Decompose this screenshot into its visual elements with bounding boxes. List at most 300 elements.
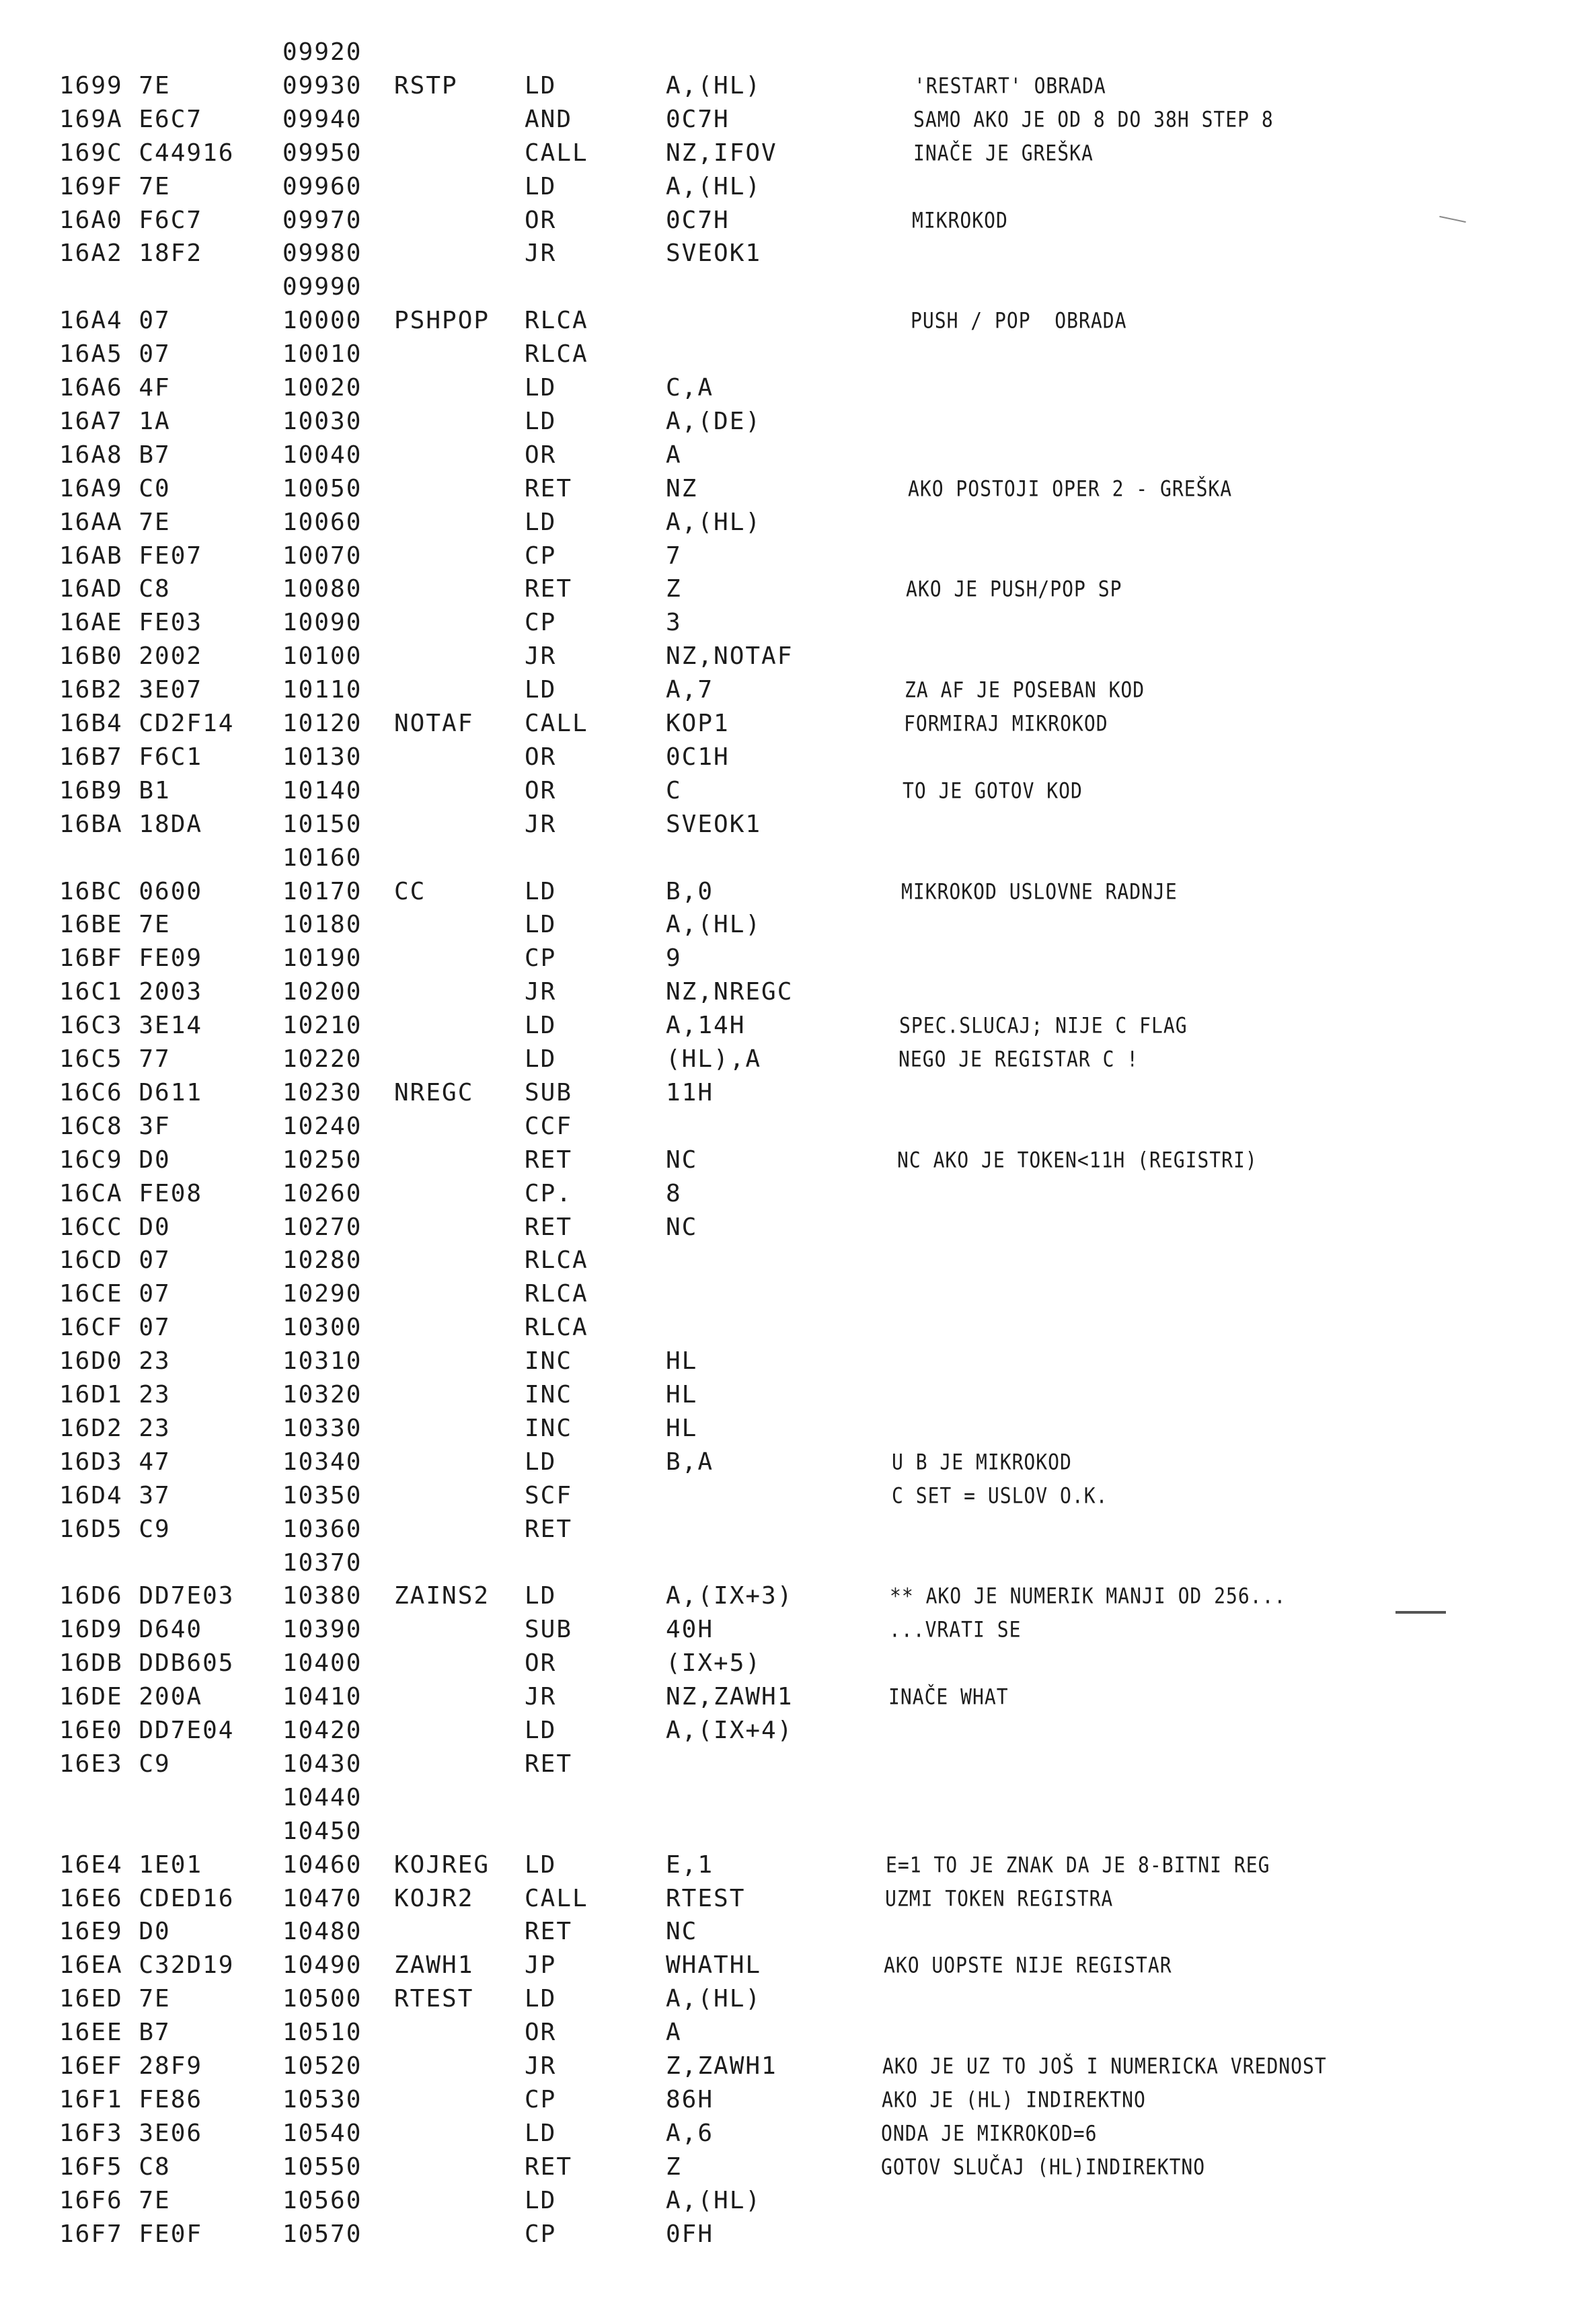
operand: A,14H bbox=[666, 1012, 746, 1039]
listing-line bbox=[0, 706, 1569, 741]
operand: KOP1 bbox=[666, 710, 730, 737]
line-number: 10350 bbox=[282, 1482, 362, 1509]
listing-line bbox=[0, 1612, 1569, 1647]
line-number: 10400 bbox=[282, 1649, 362, 1677]
address-code: 16D1 23 bbox=[59, 1381, 171, 1409]
operand: A,(HL) bbox=[666, 911, 762, 938]
address-code: 16CE 07 bbox=[59, 1280, 171, 1308]
listing-line bbox=[0, 1680, 1569, 1715]
listing-line bbox=[0, 907, 1569, 942]
listing-line bbox=[0, 2049, 1569, 2084]
mnemonic: CP bbox=[525, 2086, 557, 2113]
line-number: 10310 bbox=[282, 1347, 362, 1375]
listing-line bbox=[0, 438, 1569, 473]
address-code: 16CD 07 bbox=[59, 1246, 171, 1274]
listing-line bbox=[0, 1848, 1569, 1883]
line-number: 10530 bbox=[282, 2086, 362, 2113]
operand: B,A bbox=[666, 1448, 714, 1476]
operand: 0C7H bbox=[666, 106, 730, 133]
line-number: 10470 bbox=[282, 1885, 362, 1912]
line-number: 10430 bbox=[282, 1750, 362, 1778]
address-code: 16B2 3E07 bbox=[59, 676, 203, 704]
mnemonic: CALL bbox=[525, 710, 588, 737]
line-number: 10280 bbox=[282, 1246, 362, 1274]
address-code: 16A8 B7 bbox=[59, 441, 171, 469]
operand: RTEST bbox=[666, 1885, 746, 1912]
listing-line bbox=[0, 1579, 1569, 1614]
line-number: 10050 bbox=[282, 475, 362, 502]
line-number: 10370 bbox=[282, 1549, 362, 1577]
operand: HL bbox=[666, 1347, 698, 1375]
comment: ** AKO JE NUMERIK MANJI OD 256... bbox=[890, 1583, 1287, 1609]
line-number: 10490 bbox=[282, 1951, 362, 1979]
mnemonic: CCF bbox=[525, 1113, 573, 1140]
comment: 'RESTART' OBRADA bbox=[914, 73, 1106, 99]
mnemonic: LD bbox=[525, 374, 557, 402]
mnemonic: LD bbox=[525, 1985, 557, 2013]
line-number: 10450 bbox=[282, 1817, 362, 1845]
listing-line bbox=[0, 1914, 1569, 1949]
listing-line bbox=[0, 35, 1569, 70]
address-code: 16A0 F6C7 bbox=[59, 207, 203, 234]
listing-line bbox=[0, 1076, 1569, 1111]
line-number: 10550 bbox=[282, 2153, 362, 2181]
line-number: 09970 bbox=[282, 207, 362, 234]
line-number: 10360 bbox=[282, 1515, 362, 1543]
mnemonic: INC bbox=[525, 1347, 573, 1375]
line-number: 10090 bbox=[282, 609, 362, 636]
operand: C bbox=[666, 777, 682, 804]
listing-line bbox=[0, 371, 1569, 406]
operand: HL bbox=[666, 1415, 698, 1442]
line-number: 10170 bbox=[282, 878, 362, 905]
listing-line bbox=[0, 1042, 1569, 1077]
listing-line bbox=[0, 2150, 1569, 2185]
address-code: 16BF FE09 bbox=[59, 944, 203, 972]
listing-line bbox=[0, 2217, 1569, 2252]
label: KOJR2 bbox=[394, 1885, 474, 1912]
mnemonic: RLCA bbox=[525, 307, 588, 334]
operand: 7 bbox=[666, 542, 682, 570]
address-code: 16A6 4F bbox=[59, 374, 171, 402]
listing-line bbox=[0, 1646, 1569, 1681]
mnemonic: RET bbox=[525, 475, 573, 502]
listing-line bbox=[0, 69, 1569, 104]
line-number: 10500 bbox=[282, 1985, 362, 2013]
address-code: 16C3 3E14 bbox=[59, 1012, 203, 1039]
operand: 11H bbox=[666, 1079, 714, 1107]
line-number: 10560 bbox=[282, 2187, 362, 2214]
mnemonic: LD bbox=[525, 1448, 557, 1476]
listing-line bbox=[0, 2183, 1569, 2218]
mnemonic: RET bbox=[525, 1146, 573, 1174]
operand: NC bbox=[666, 1146, 698, 1174]
operand: A,6 bbox=[666, 2120, 714, 2147]
listing-line bbox=[0, 774, 1569, 809]
listing-line bbox=[0, 1243, 1569, 1278]
listing-line bbox=[0, 2015, 1569, 2050]
line-number: 09960 bbox=[282, 173, 362, 200]
label: CC bbox=[394, 878, 426, 905]
line-number: 10460 bbox=[282, 1851, 362, 1879]
line-number: 10220 bbox=[282, 1045, 362, 1073]
operand: A,(IX+4) bbox=[666, 1717, 794, 1744]
listing-line bbox=[0, 1008, 1569, 1043]
listing-line bbox=[0, 1781, 1569, 1815]
mnemonic: JR bbox=[525, 978, 557, 1006]
mnemonic: CP bbox=[525, 2220, 557, 2248]
operand: Z bbox=[666, 575, 682, 603]
comment: SAMO AKO JE OD 8 DO 38H STEP 8 bbox=[913, 106, 1274, 133]
line-number: 10320 bbox=[282, 1381, 362, 1409]
comment: NC AKO JE TOKEN<11H (REGISTRI) bbox=[897, 1147, 1258, 1173]
comment: ...VRATI SE bbox=[889, 1616, 1022, 1643]
mnemonic: SUB bbox=[525, 1616, 573, 1643]
address-code: 16D5 C9 bbox=[59, 1515, 171, 1543]
listing-line bbox=[0, 1814, 1569, 1849]
address-code: 16A7 1A bbox=[59, 408, 171, 435]
mnemonic: RET bbox=[525, 1750, 573, 1778]
margin-mark bbox=[1395, 1611, 1446, 1614]
listing-line bbox=[0, 136, 1569, 171]
operand: A bbox=[666, 2019, 682, 2046]
address-code: 16B9 B1 bbox=[59, 777, 171, 804]
line-number: 10100 bbox=[282, 642, 362, 670]
address-code: 16C6 D611 bbox=[59, 1079, 203, 1107]
comment: U B JE MIKROKOD bbox=[892, 1449, 1072, 1475]
line-number: 10250 bbox=[282, 1146, 362, 1174]
line-number: 10210 bbox=[282, 1012, 362, 1039]
listing-line bbox=[0, 1478, 1569, 1513]
listing-line bbox=[0, 1210, 1569, 1245]
address-code: 16F5 C8 bbox=[59, 2153, 171, 2181]
mnemonic: OR bbox=[525, 743, 557, 771]
line-number: 10260 bbox=[282, 1180, 362, 1207]
listing-line bbox=[0, 1948, 1569, 1983]
mnemonic: JR bbox=[525, 1683, 557, 1711]
address-code: 16D0 23 bbox=[59, 1347, 171, 1375]
label: KOJREG bbox=[394, 1851, 490, 1879]
mnemonic: RET bbox=[525, 1918, 573, 1945]
operand: SVEOK1 bbox=[666, 239, 762, 267]
address-code: 16ED 7E bbox=[59, 1985, 171, 2013]
listing-line bbox=[0, 1411, 1569, 1446]
line-number: 09950 bbox=[282, 139, 362, 167]
address-code: 16D9 D640 bbox=[59, 1616, 203, 1643]
label: RSTP bbox=[394, 72, 458, 100]
listing-line bbox=[0, 2083, 1569, 2117]
line-number: 09940 bbox=[282, 106, 362, 133]
mnemonic: JP bbox=[525, 1951, 557, 1979]
operand: C,A bbox=[666, 374, 714, 402]
comment: FORMIRAJ MIKROKOD bbox=[904, 710, 1108, 737]
address-code: 16C8 3F bbox=[59, 1113, 171, 1140]
listing-line bbox=[0, 1109, 1569, 1144]
address-code: 16B4 CD2F14 bbox=[59, 710, 235, 737]
mnemonic: CP. bbox=[525, 1180, 573, 1207]
address-code: 16C5 77 bbox=[59, 1045, 171, 1073]
mnemonic: CP bbox=[525, 944, 557, 972]
operand: NZ,NREGC bbox=[666, 978, 794, 1006]
line-number: 10340 bbox=[282, 1448, 362, 1476]
mnemonic: OR bbox=[525, 1649, 557, 1677]
address-code: 16D3 47 bbox=[59, 1448, 171, 1476]
operand: E,1 bbox=[666, 1851, 714, 1879]
mnemonic: CALL bbox=[525, 1885, 588, 1912]
mnemonic: LD bbox=[525, 509, 557, 536]
listing-line bbox=[0, 270, 1569, 305]
line-number: 10480 bbox=[282, 1918, 362, 1945]
mnemonic: LD bbox=[525, 878, 557, 905]
operand: 9 bbox=[666, 944, 682, 972]
listing-line bbox=[0, 404, 1569, 439]
address-code: 16AE FE03 bbox=[59, 609, 203, 636]
mnemonic: CP bbox=[525, 609, 557, 636]
line-number: 09930 bbox=[282, 72, 362, 100]
line-number: 10240 bbox=[282, 1113, 362, 1140]
line-number: 10540 bbox=[282, 2120, 362, 2147]
label: ZAINS2 bbox=[394, 1582, 490, 1610]
mnemonic: CALL bbox=[525, 139, 588, 167]
address-code: 16DB DDB605 bbox=[59, 1649, 235, 1677]
operand: A bbox=[666, 441, 682, 469]
listing-line bbox=[0, 975, 1569, 1010]
address-code: 16C9 D0 bbox=[59, 1146, 171, 1174]
comment: MIKROKOD USLOVNE RADNJE bbox=[901, 878, 1178, 905]
address-code: 169A E6C7 bbox=[59, 106, 203, 133]
mnemonic: RLCA bbox=[525, 1246, 588, 1274]
comment: INAČE WHAT bbox=[888, 1684, 1009, 1710]
line-number: 10160 bbox=[282, 844, 362, 872]
listing-line bbox=[0, 673, 1569, 708]
mnemonic: LD bbox=[525, 1045, 557, 1073]
address-code: 16E3 C9 bbox=[59, 1750, 171, 1778]
listing-line bbox=[0, 572, 1569, 607]
listing-line bbox=[0, 102, 1569, 137]
operand: A,(DE) bbox=[666, 408, 762, 435]
operand: HL bbox=[666, 1381, 698, 1409]
operand: (IX+5) bbox=[666, 1649, 762, 1677]
listing-line bbox=[0, 303, 1569, 338]
mnemonic: OR bbox=[525, 441, 557, 469]
operand: NC bbox=[666, 1918, 698, 1945]
comment: AKO POSTOJI OPER 2 - GREŠKA bbox=[908, 476, 1233, 502]
address-code: 16E6 CDED16 bbox=[59, 1885, 235, 1912]
comment: SPEC.SLUCAJ; NIJE C FLAG bbox=[899, 1012, 1188, 1039]
comment: C SET = USLOV O.K. bbox=[892, 1483, 1108, 1509]
line-number: 10190 bbox=[282, 944, 362, 972]
address-code: 169F 7E bbox=[59, 173, 171, 200]
line-number: 10290 bbox=[282, 1280, 362, 1308]
operand: A,(HL) bbox=[666, 2187, 762, 2214]
line-number: 10440 bbox=[282, 1784, 362, 1811]
address-code: 16B7 F6C1 bbox=[59, 743, 203, 771]
comment: ZA AF JE POSEBAN KOD bbox=[905, 677, 1145, 703]
operand: A,(HL) bbox=[666, 509, 762, 536]
mnemonic: JR bbox=[525, 642, 557, 670]
address-code: 16E0 DD7E04 bbox=[59, 1717, 235, 1744]
listing-line bbox=[0, 2116, 1569, 2151]
operand: A,(IX+3) bbox=[666, 1582, 794, 1610]
address-code: 169C C44916 bbox=[59, 139, 235, 167]
listing-line bbox=[0, 807, 1569, 842]
mnemonic: LD bbox=[525, 2187, 557, 2214]
comment: MIKROKOD bbox=[912, 207, 1008, 233]
label: NOTAF bbox=[394, 710, 474, 737]
comment: GOTOV SLUČAJ (HL)INDIREKTNO bbox=[881, 2154, 1206, 2180]
address-code: 16F3 3E06 bbox=[59, 2120, 203, 2147]
line-number: 10330 bbox=[282, 1415, 362, 1442]
label: NREGC bbox=[394, 1079, 474, 1107]
listing-line bbox=[0, 337, 1569, 372]
listing-line bbox=[0, 941, 1569, 976]
listing-line bbox=[0, 203, 1569, 238]
comment: NEGO JE REGISTAR C ! bbox=[898, 1046, 1139, 1072]
address-code: 16C1 2003 bbox=[59, 978, 203, 1006]
label: RTEST bbox=[394, 1985, 474, 2013]
mnemonic: RET bbox=[525, 1515, 573, 1543]
listing-line bbox=[0, 1176, 1569, 1211]
address-code: 16D4 37 bbox=[59, 1482, 171, 1509]
address-code: 16B0 2002 bbox=[59, 642, 203, 670]
listing-line bbox=[0, 1445, 1569, 1480]
listing-line bbox=[0, 1310, 1569, 1345]
mnemonic: CP bbox=[525, 542, 557, 570]
address-code: 16CA FE08 bbox=[59, 1180, 203, 1207]
line-number: 10420 bbox=[282, 1717, 362, 1744]
operand: 3 bbox=[666, 609, 682, 636]
mnemonic: OR bbox=[525, 777, 557, 804]
address-code: 16CC D0 bbox=[59, 1213, 171, 1241]
address-code: 16A4 07 bbox=[59, 307, 171, 334]
line-number: 10300 bbox=[282, 1314, 362, 1341]
line-number: 10040 bbox=[282, 441, 362, 469]
line-number: 10020 bbox=[282, 374, 362, 402]
comment: AKO JE (HL) INDIREKTNO bbox=[882, 2087, 1146, 2113]
comment: AKO JE PUSH/POP SP bbox=[906, 576, 1122, 602]
line-number: 10180 bbox=[282, 911, 362, 938]
address-code: 16A5 07 bbox=[59, 340, 171, 368]
line-number: 10140 bbox=[282, 777, 362, 804]
operand: WHATHL bbox=[666, 1951, 762, 1979]
comment: UZMI TOKEN REGISTRA bbox=[885, 1885, 1114, 1912]
address-code: 16F6 7E bbox=[59, 2187, 171, 2214]
listing-line bbox=[0, 505, 1569, 540]
operand: NZ,IFOV bbox=[666, 139, 777, 167]
mnemonic: RET bbox=[525, 2153, 573, 2181]
label: PSHPOP bbox=[394, 307, 490, 334]
address-code: 1699 7E bbox=[59, 72, 171, 100]
label: ZAWH1 bbox=[394, 1951, 474, 1979]
mnemonic: RET bbox=[525, 1213, 573, 1241]
listing-line bbox=[0, 1277, 1569, 1312]
comment: AKO UOPSTE NIJE REGISTAR bbox=[884, 1952, 1172, 1978]
listing-line bbox=[0, 1747, 1569, 1782]
listing-line bbox=[0, 1344, 1569, 1379]
listing-line bbox=[0, 170, 1569, 204]
address-code: 16F1 FE86 bbox=[59, 2086, 203, 2113]
mnemonic: LD bbox=[525, 1582, 557, 1610]
mnemonic: AND bbox=[525, 106, 573, 133]
operand: (HL),A bbox=[666, 1045, 762, 1073]
operand: Z,ZAWH1 bbox=[666, 2052, 777, 2080]
mnemonic: LD bbox=[525, 911, 557, 938]
mnemonic: LD bbox=[525, 1012, 557, 1039]
operand: A,(HL) bbox=[666, 173, 762, 200]
address-code: 16BC 0600 bbox=[59, 878, 203, 905]
line-number: 09990 bbox=[282, 273, 362, 301]
listing-line bbox=[0, 605, 1569, 640]
line-number: 10510 bbox=[282, 2019, 362, 2046]
mnemonic: INC bbox=[525, 1381, 573, 1409]
address-code: 16AA 7E bbox=[59, 509, 171, 536]
comment: PUSH / POP OBRADA bbox=[911, 307, 1127, 334]
listing-line bbox=[0, 1378, 1569, 1413]
line-number: 10110 bbox=[282, 676, 362, 704]
line-number: 09980 bbox=[282, 239, 362, 267]
line-number: 10380 bbox=[282, 1582, 362, 1610]
mnemonic: LD bbox=[525, 676, 557, 704]
operand: 0FH bbox=[666, 2220, 714, 2248]
listing-line bbox=[0, 1143, 1569, 1178]
line-number: 10270 bbox=[282, 1213, 362, 1241]
line-number: 09920 bbox=[282, 38, 362, 66]
mnemonic: OR bbox=[525, 2019, 557, 2046]
address-code: 16A2 18F2 bbox=[59, 239, 203, 267]
line-number: 10520 bbox=[282, 2052, 362, 2080]
listing-line bbox=[0, 1881, 1569, 1916]
line-number: 10390 bbox=[282, 1616, 362, 1643]
address-code: 16EA C32D19 bbox=[59, 1951, 235, 1979]
listing-line bbox=[0, 874, 1569, 909]
mnemonic: RET bbox=[525, 575, 573, 603]
line-number: 10070 bbox=[282, 542, 362, 570]
mnemonic: INC bbox=[525, 1415, 573, 1442]
listing-line bbox=[0, 639, 1569, 674]
comment: E=1 TO JE ZNAK DA JE 8-BITNI REG bbox=[886, 1852, 1270, 1878]
line-number: 10410 bbox=[282, 1683, 362, 1711]
mnemonic: RLCA bbox=[525, 340, 588, 368]
address-code: 16F7 FE0F bbox=[59, 2220, 203, 2248]
address-code: 16E4 1E01 bbox=[59, 1851, 203, 1879]
mnemonic: LD bbox=[525, 1851, 557, 1879]
address-code: 16AD C8 bbox=[59, 575, 171, 603]
mnemonic: JR bbox=[525, 239, 557, 267]
line-number: 10570 bbox=[282, 2220, 362, 2248]
operand: 0C7H bbox=[666, 207, 730, 234]
line-number: 10060 bbox=[282, 509, 362, 536]
address-code: 16DE 200A bbox=[59, 1683, 203, 1711]
address-code: 16BE 7E bbox=[59, 911, 171, 938]
mnemonic: LD bbox=[525, 2120, 557, 2147]
line-number: 10030 bbox=[282, 408, 362, 435]
address-code: 16AB FE07 bbox=[59, 542, 203, 570]
comment: AKO JE UZ TO JOŠ I NUMERICKA VREDNOST bbox=[882, 2053, 1327, 2079]
listing-line bbox=[0, 1982, 1569, 2017]
mnemonic: LD bbox=[525, 408, 557, 435]
line-number: 10200 bbox=[282, 978, 362, 1006]
operand: 86H bbox=[666, 2086, 714, 2113]
mnemonic: LD bbox=[525, 72, 557, 100]
listing-line bbox=[0, 1713, 1569, 1748]
listing-line bbox=[0, 236, 1569, 271]
address-code: 16EF 28F9 bbox=[59, 2052, 203, 2080]
operand: 0C1H bbox=[666, 743, 730, 771]
address-code: 16E9 D0 bbox=[59, 1918, 171, 1945]
address-code: 16CF 07 bbox=[59, 1314, 171, 1341]
operand: Z bbox=[666, 2153, 682, 2181]
address-code: 16D6 DD7E03 bbox=[59, 1582, 235, 1610]
